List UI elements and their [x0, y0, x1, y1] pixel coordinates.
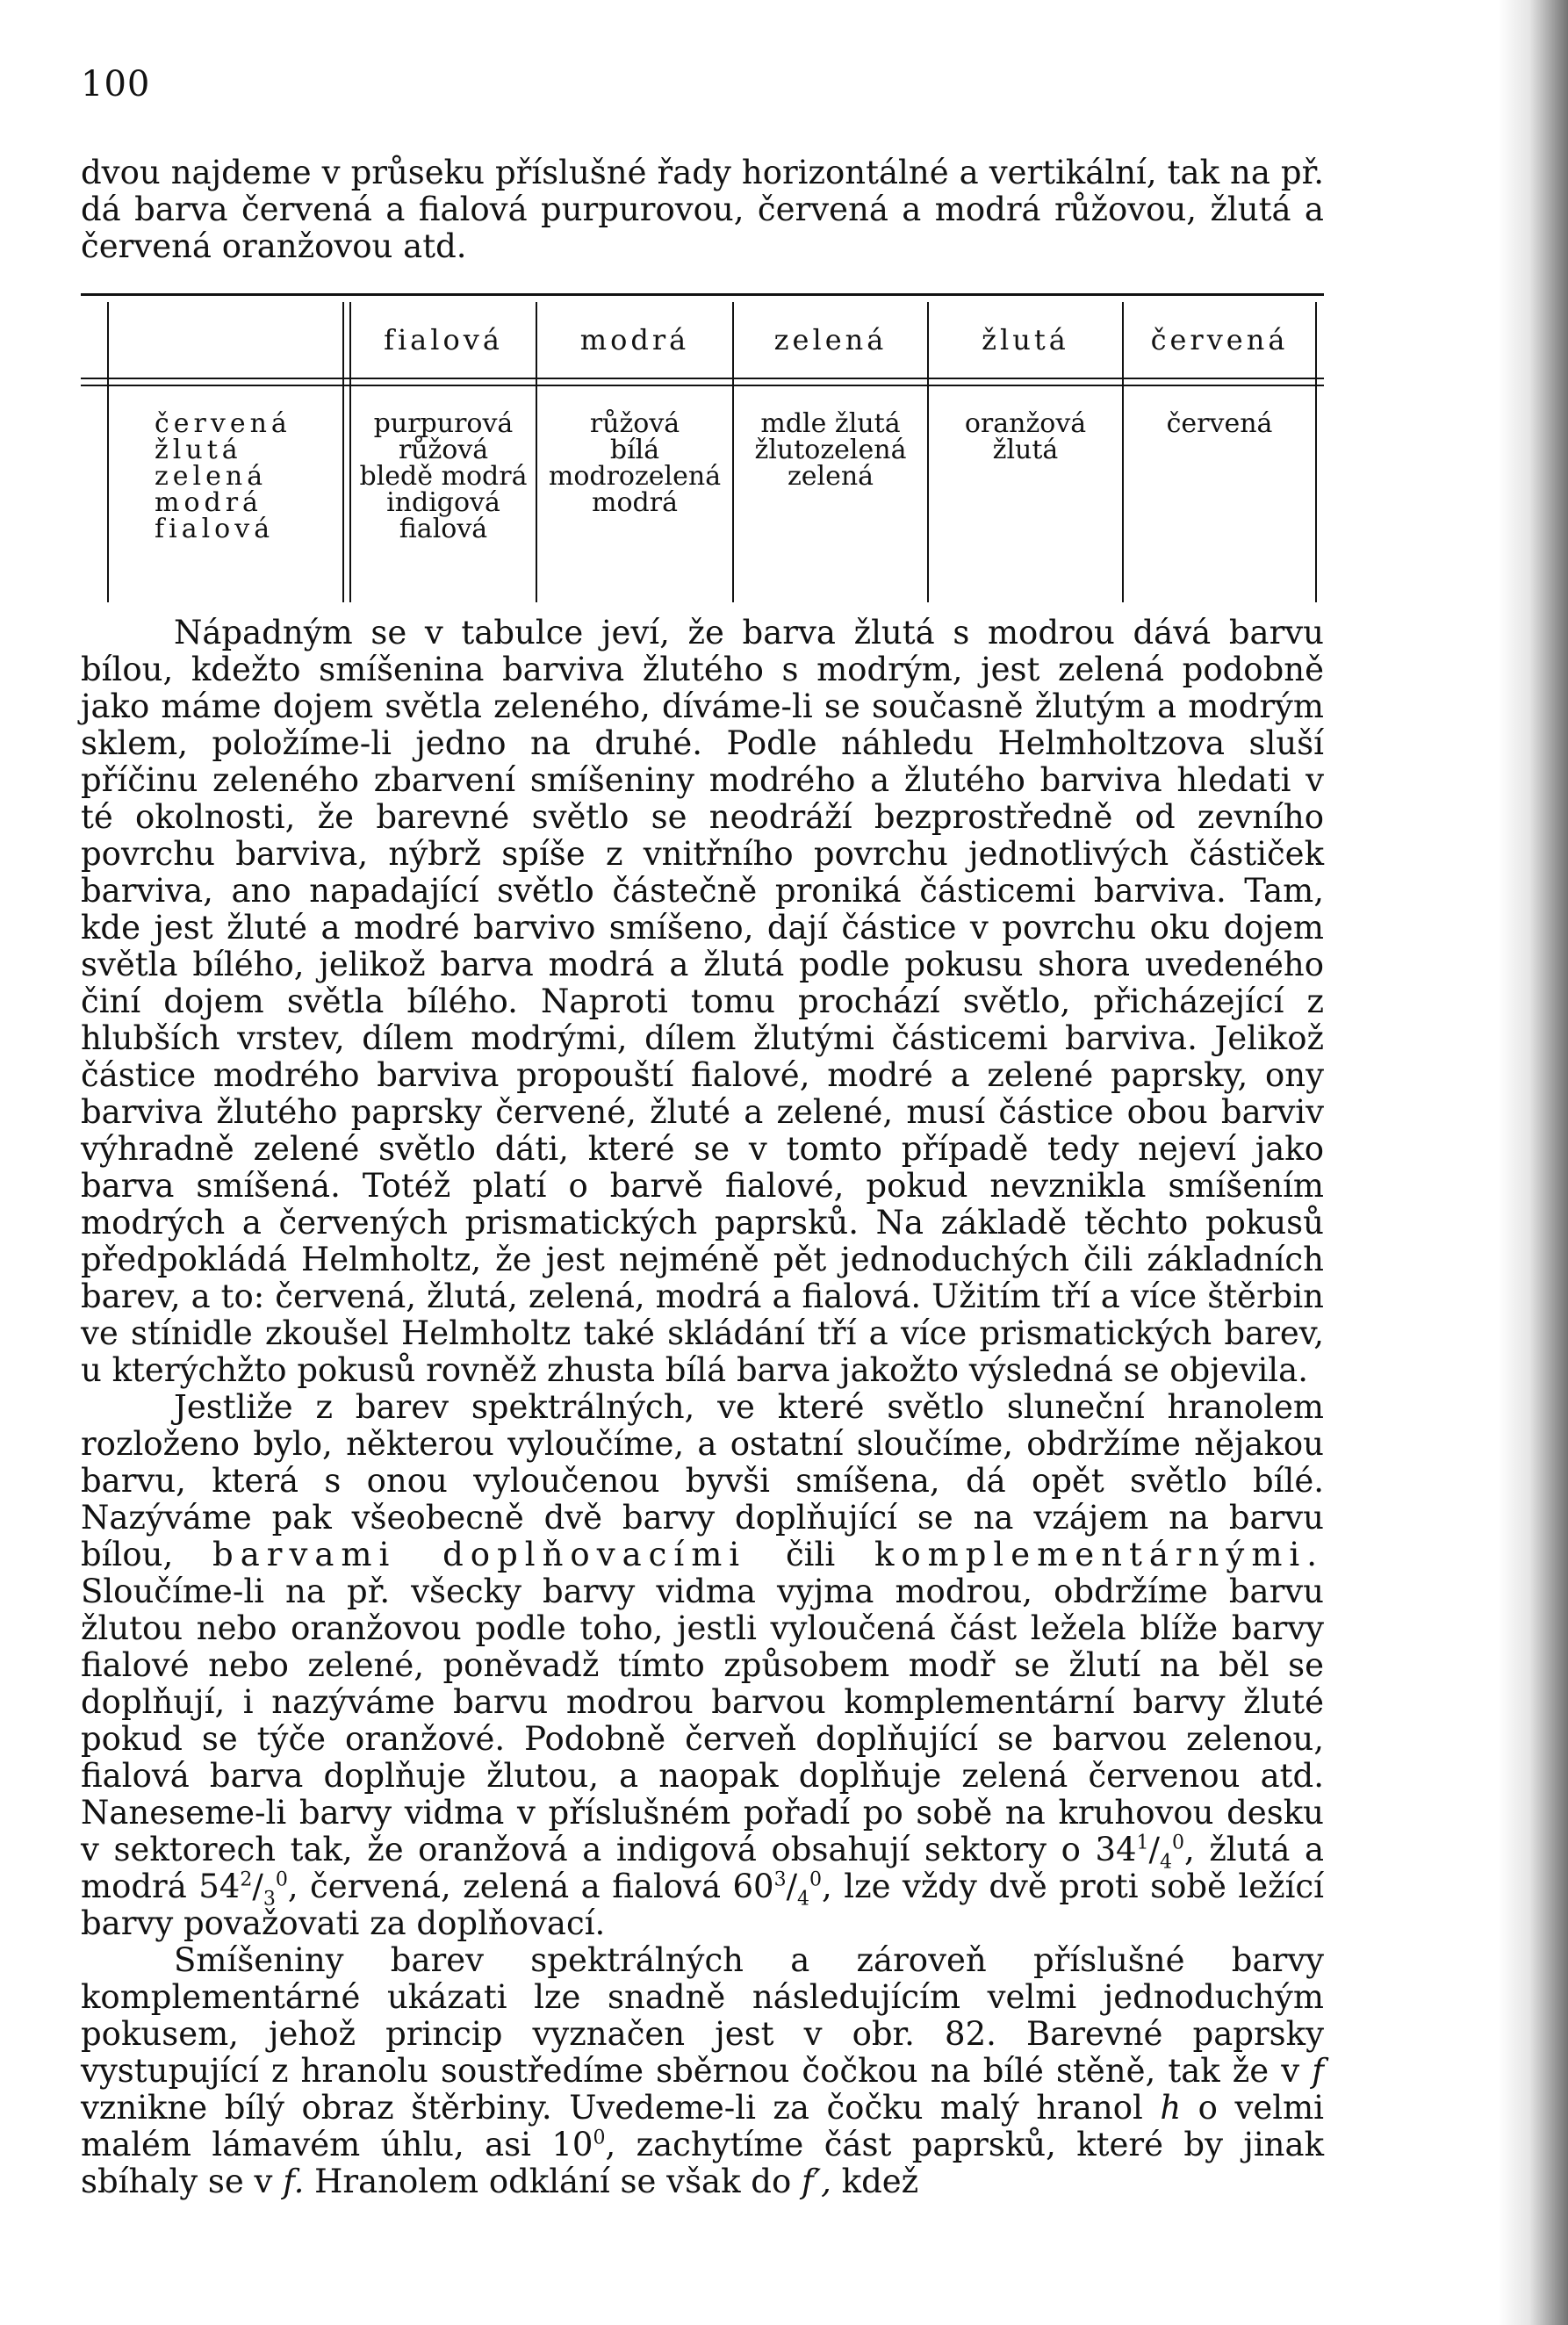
p2-text-d: , červená, zelená a fialová: [287, 1868, 722, 1905]
table-cell: žlutá: [992, 435, 1059, 465]
table-cell: bílá: [609, 435, 660, 465]
row-label: žlutá: [155, 435, 242, 465]
row-label: červená: [155, 408, 291, 439]
table-header-rule-2: [81, 385, 1324, 386]
table-cell: modrozelená: [548, 461, 722, 492]
header-cervena: červená: [1150, 323, 1289, 356]
p2-text-e: , lze vždy dvě proti sobě ležící barvy považovati za doplňovací.: [81, 1868, 1324, 1942]
p3-text-c: o velmi malém lámavém úhlu, asi 10: [81, 2089, 1324, 2163]
angle-2: $54^2/_3^0$: [198, 1868, 288, 1911]
body-text: [81, 615, 1324, 2200]
table-cell: bledě modrá: [359, 461, 528, 492]
table-cell: purpurová: [373, 408, 514, 439]
row-label: fialová: [155, 514, 275, 544]
table-cell: žlutozelená: [754, 435, 907, 465]
table-left-border: [107, 302, 109, 602]
intro-text: dvou najdeme v průseku příslušné řady horizontálné a vertikální, tak na př. dá barva červená a fialová purpurovou, červená a modrá růžovou, žlutá a červená oranžovou atd.: [81, 154, 1324, 265]
table-cell: indigová: [386, 487, 500, 518]
symbol-h: h: [1160, 2089, 1182, 2127]
table-cell: fialová: [399, 514, 488, 544]
column-modra: [537, 408, 732, 518]
paragraph-2: [81, 1389, 1324, 1942]
paragraph-3: [81, 1942, 1324, 2200]
angle-1: $34^1/_4^0$: [1095, 1831, 1185, 1874]
p2-text-a: Jestliže z barev spektrálných, ve které světlo sluneční hranolem rozloženo bylo, některou vyloučíme, a ostatní sloučíme, obdržíme nějakou barvu, která s onou vyloučenou byvši smíšena, dá opět světlo bílé. Nazýváme pak všeobecně dvě barvy doplňující se na vzájem na barvu bílou,: [81, 1388, 1324, 1573]
table-cell: zelená: [787, 461, 874, 492]
p3-text-b: vznikne bílý obraz štěrbiny. Uvedeme-li za čočku malý hranol: [81, 2089, 1143, 2127]
spaced-term-2: komplementárnými.: [874, 1536, 1325, 1573]
table-cell: mdle žlutá: [760, 408, 901, 439]
column-zelena: [734, 408, 927, 492]
column-zluta: [929, 408, 1122, 465]
table-right-border: [1315, 302, 1317, 602]
table-cell: modrá: [592, 487, 678, 518]
header-fialova: fialová: [384, 323, 503, 356]
table-header-rule: [81, 378, 1324, 379]
column-fialova: [351, 408, 536, 544]
spaced-term-1: barvami doplňovacími: [212, 1536, 747, 1573]
intro-paragraph: [81, 155, 1324, 265]
symbol-f-prime: f′,: [802, 2163, 831, 2200]
symbol-f: f: [1312, 2052, 1324, 2090]
symbol-f-2: f.: [283, 2163, 305, 2200]
p2-or: čili: [785, 1536, 836, 1573]
header-zluta: žlutá: [982, 323, 1069, 356]
header-modra: modrá: [579, 323, 690, 356]
table-top-rule: [81, 293, 1324, 296]
row-label: modrá: [155, 487, 263, 518]
p2-text-c: , žlutá a modrá: [81, 1831, 1325, 1905]
table-cell: červená: [1166, 408, 1273, 439]
table-cell: růžová: [398, 435, 489, 465]
p3-text-d: , zachytíme část paprsků, které by jinak sbíhaly se v: [81, 2126, 1324, 2200]
header-zelena: zelená: [773, 323, 888, 356]
p3-text-e: Hranolem odklání se však do: [314, 2163, 792, 2200]
p3-text-f: kdež: [841, 2163, 919, 2200]
p3-text-a: Smíšeniny barev spektrálných a zároveň příslušné barvy komplementárné ukázati lze snadně následujícím velmi jednoduchým pokusem, jehož princip vyznačen jest v obr. 82. Barevné paprsky vystupující z hranolu soustředíme sběrnou čočkou na bílé stěně, tak že v: [81, 1941, 1324, 2090]
table-cell: oranžová: [964, 408, 1087, 439]
p2-text-b: Sloučíme-li na př. všecky barvy vidma vyjma modrou, obdržíme barvu žlutou nebo oranžovou podle toho, jestli vyloučená část ležela blíže barvy fialové nebo zelené, poněvadž tímto způsobem modř se žlutí na běl se doplňují, i nazýváme barvu modrou barvou komplementární barvy žluté pokud se týče oranžové. Podobně červeň doplňující se barvou zelenou, fialová barva doplňuje žlutou, a naopak doplňuje zelená červenou atd. Naneseme-li barvy vidma v příslušném pořadí po sobě na kruhovou desku v sektorech tak, že oranžová a indigová obsahují sektory o: [81, 1573, 1324, 1868]
row-label: zelená: [155, 461, 268, 492]
column-cervena: [1124, 408, 1315, 439]
page-binding-shadow: [1498, 0, 1568, 2325]
color-mixing-table: [81, 293, 1324, 602]
angle-3: $60^3/_4^0$: [732, 1868, 823, 1911]
page-number: 100: [81, 64, 151, 104]
degree-mark: 0: [593, 2127, 606, 2149]
paragraph-1: Nápadným se v tabulce jeví, že barva žlutá s modrou dává barvu bílou, kdežto smíšenina barviva žlutého s modrým, jest zelená podobně jako máme dojem světla zeleného, díváme-li se současně žlutým a modrým sklem, položíme-li jedno na druhé. Podle náhledu Helmholtzova sluší příčinu zeleného zbarvení smíšeniny modrého a žlutého barviva hledati v té okolnosti, že barevné světlo se neodráží bezprostředně od zevního povrchu barviva, nýbrž spíše z vnitřního povrchu jednotlivých částiček barviva, ano napadající světlo částečně proniká částicemi barviva. Tam, kde jest žluté a modré barvivo smíšeno, dají částice v povrchu oku dojem světla bílého, jelikož barva modrá a žlutá podle pokusu shora uvedeného činí dojem světla bílého. Naproti tomu prochází světlo, přicházející z hlubších vrstev, dílem modrými, dílem žlutými částicemi barviva. Jelikož částice modrého barviva propouští fialové, modré a zelené paprsky, ony barviva žlutého paprsky červené, žluté a zelené, musí částice obou barviv výhradně zelené světlo dáti, které se v tomto případě tedy nejeví jako barva smíšená. Totéž platí o barvě fialové, pokud nevznikla smíšením modrých a červených prismatických paprsků. Na základě těchto pokusů předpokládá Helmholtz, že jest nejméně pět jednoduchých čili základních barev, a to: červená, žlutá, zelená, modrá a fialová. Užitím tří a více štěrbin ve stínidle zkoušel Helmholtz také skládání tří a více prismatických barev, u kterýchžto pokusů rovněž zhusta bílá barva jakožto výsledná se objevila.: [81, 614, 1324, 1389]
table-cell: růžová: [589, 408, 680, 439]
row-labels: [155, 408, 374, 544]
